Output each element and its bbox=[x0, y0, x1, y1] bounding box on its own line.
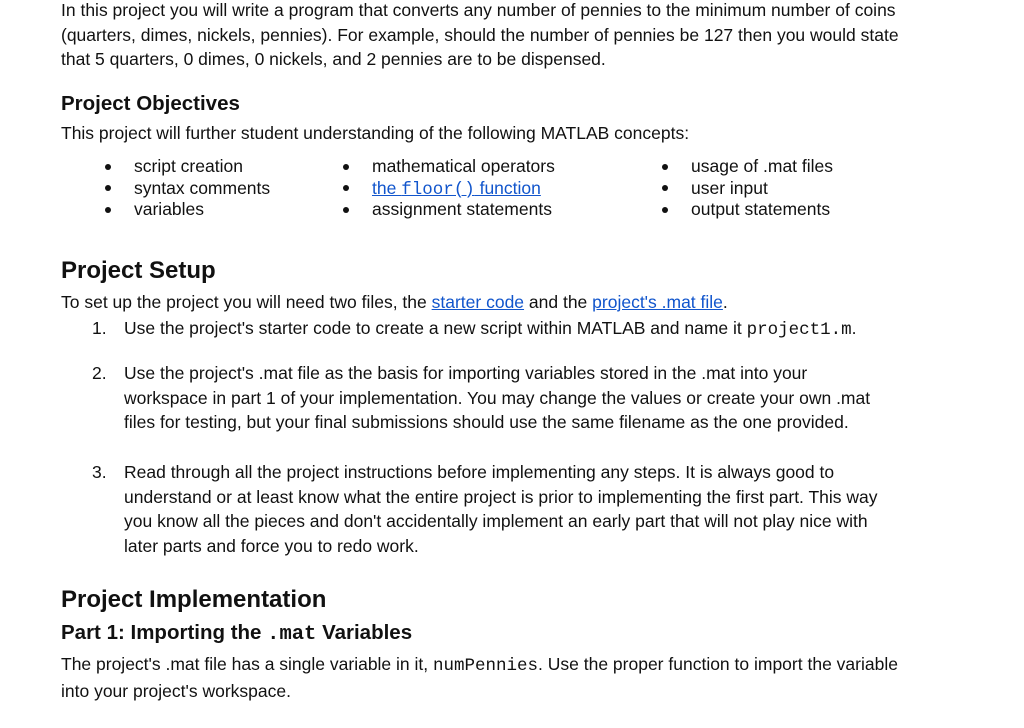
list-item: variables bbox=[105, 199, 270, 221]
step-number: 2. bbox=[92, 363, 107, 383]
objectives-list-col2 bbox=[343, 156, 555, 221]
objectives-list-col1 bbox=[105, 156, 270, 221]
objectives-intro: This project will further student understanding of the following MATLAB concepts: bbox=[61, 123, 690, 143]
objectives-heading: Project Objectives bbox=[61, 92, 240, 115]
setup-step-1: 1. Use the project's starter code to create a new script within MATLAB and name it project1.m. bbox=[92, 318, 857, 340]
variable-name: numPennies bbox=[433, 656, 539, 676]
floor-function-link[interactable]: the floor() function bbox=[372, 177, 541, 200]
setup-intro: To set up the project you will need two files, the starter code and the project's .mat file. bbox=[61, 292, 728, 312]
list-item: user input bbox=[662, 178, 833, 200]
starter-code-link[interactable]: starter code bbox=[431, 292, 525, 312]
part1-heading: Part 1: Importing the .mat Variables bbox=[61, 621, 413, 646]
setup-step-3 bbox=[92, 460, 892, 558]
intro-paragraph: In this project you will write a program that converts any number of pennies to the minimum number of coins (quarters, dimes, nickels, pennies). For example, should the number of pennies be 127 then you would state that 5 quarters, 0 dimes, 0 nickels, and 2 pennies are to be dispensed. bbox=[61, 0, 899, 69]
step-text: Use the project's starter code to create a new script within MATLAB and name it bbox=[124, 318, 747, 338]
step-text: Use the project's .mat file as the basis for importing variables stored in the .mat into your workspace in part 1 of your implementation. You may change the values or create your own .mat files for testing, but your final submissions should use the same filename as the one provided. bbox=[124, 363, 871, 432]
setup-heading: Project Setup bbox=[61, 257, 216, 284]
list-item bbox=[343, 178, 555, 200]
list-item: output statements bbox=[662, 199, 833, 221]
list-item: syntax comments bbox=[105, 178, 270, 200]
step-text: Read through all the project instructions before implementing any steps. It is always good to understand or at least know what the entire project is prior to implementing the first part. This way you know all the pieces and don't accidentally implement an early part that will not play nice with later parts and force you to redo work. bbox=[124, 462, 878, 556]
list-item: mathematical operators bbox=[343, 156, 555, 178]
implementation-heading: Project Implementation bbox=[61, 586, 327, 613]
objectives-list-col3 bbox=[662, 156, 833, 221]
step-number: 3. bbox=[92, 462, 107, 482]
part1-paragraph: The project's .mat file has a single variable in it, numPennies. Use the proper function to import the variable into your project's workspace. bbox=[61, 654, 898, 701]
list-item: assignment statements bbox=[343, 199, 555, 221]
setup-step-2 bbox=[92, 361, 892, 435]
script-filename: project1.m bbox=[746, 320, 852, 340]
step-number: 1. bbox=[92, 318, 107, 338]
mat-file-link[interactable]: project's .mat file bbox=[592, 292, 723, 312]
list-item: script creation bbox=[105, 156, 270, 178]
list-item: usage of .mat files bbox=[662, 156, 833, 178]
